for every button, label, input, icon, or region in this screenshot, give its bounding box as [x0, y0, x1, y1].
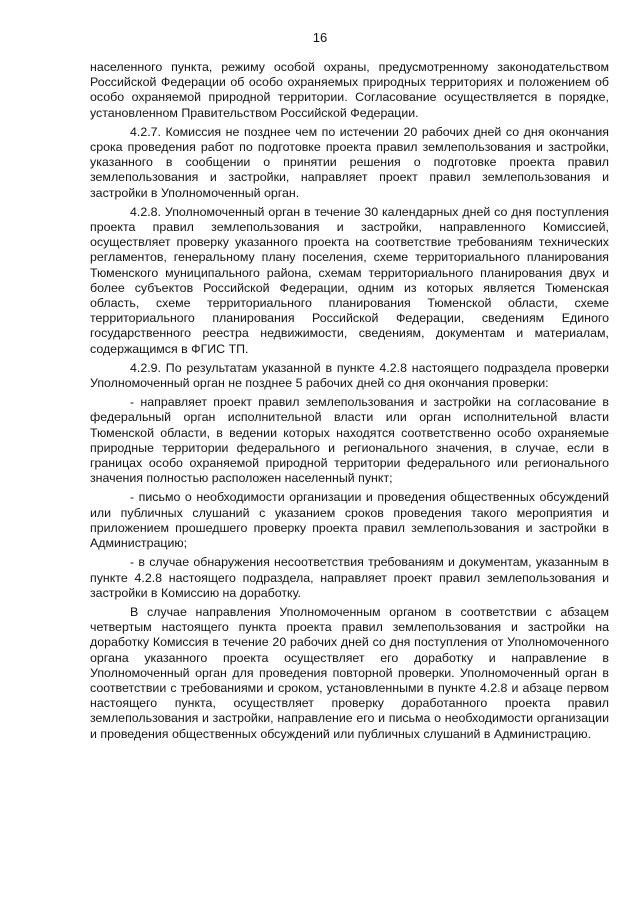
page-number: 16	[312, 30, 328, 45]
list-item-revision: - в случае обнаружения несоответствия требованиям и документам, указанным в пункте 4.2.8 настоящего подраздела, направляет проект правил землепользования и застройки в Комиссию на доработку.	[90, 555, 609, 600]
list-item-letter: - письмо о необходимости организации и проведения общественных обсуждений или публичных слушаний с указанием сроков проведения такого мероприятия и приложением прошедшего проверку проекта правил землепользования и застройки в Администрацию;	[90, 490, 609, 551]
paragraph-4-2-8: 4.2.8. Уполномоченный орган в течение 30 календарных дней со дня поступления проекта правил землепользования и застройки, направленного Комиссией, осуществляет проверку указанного проекта на соответствие требованиям технических регламентов, генеральному плану поселения, схеме территориального планирования Тюменского муниципального района, схемам территориального планирования двух и более субъектов Российской Федерации, одним из которых является Тюменская область, схеме территориального планирования Тюменской области, схеме территориального планирования Российской Федерации, сведениям Единого государственного реестра недвижимости, сведениям, документам и материалам, содержащимся в ФГИС ТП.	[90, 204, 609, 356]
paragraph-4-2-9: 4.2.9. По результатам указанной в пункте 4.2.8 настоящего подраздела проверки Уполномоченный орган не позднее 5 рабочих дней со дня окончания проверки:	[90, 360, 609, 391]
paragraph-revision-procedure: В случае направления Уполномоченным органом в соответствии с абзацем четвертым настоящего пункта проекта правил землепользования и застройки на доработку Комиссия в течение 20 рабочих дней со дня поступления от Уполномоченного органа указанного проекта осуществляет его доработку и направление в Уполномоченный орган для проведения повторной проверки. Уполномоченный орган в соответствии с требованиями и сроком, установленными в пункте 4.2.8 и абзаце первом настоящего пункта, осуществляет проверку доработанного проекта правил землепользования и застройки, направление его и письма о необходимости организации и проведения общественных обсуждений или публичных слушаний в Администрацию.	[90, 604, 609, 741]
paragraph-4-2-7: 4.2.7. Комиссия не позднее чем по истечении 20 рабочих дней со дня окончания срока проведения работ по подготовке проекта правил землепользования и застройки, указанного в сообщении о принятии решения о подготовке проекта правил землепользования и застройки, направляет проект правил землепользования и застройки в Уполномоченный орган.	[90, 124, 609, 200]
paragraph-continuation: населенного пункта, режиму особой охраны, предусмотренному законодательством Российской Федерации об особо охраняемых природных территориях и положением об особо охраняемой природной территории. Согласование осуществляется в порядке, установленном Правительством Российской Федерации.	[90, 60, 609, 120]
list-item-approval: - направляет проект правил землепользования и застройки на согласование в федеральный орган исполнительной власти или орган исполнительной власти Тюменской области, в ведении которых находятся соответственно особо охраняемые природные территории федерального и регионального значения, в случае, если в границах особо охраняемой природной территории федерального или регионального значения полностью расположен населенный пункт;	[90, 395, 609, 486]
document-body	[90, 60, 609, 746]
